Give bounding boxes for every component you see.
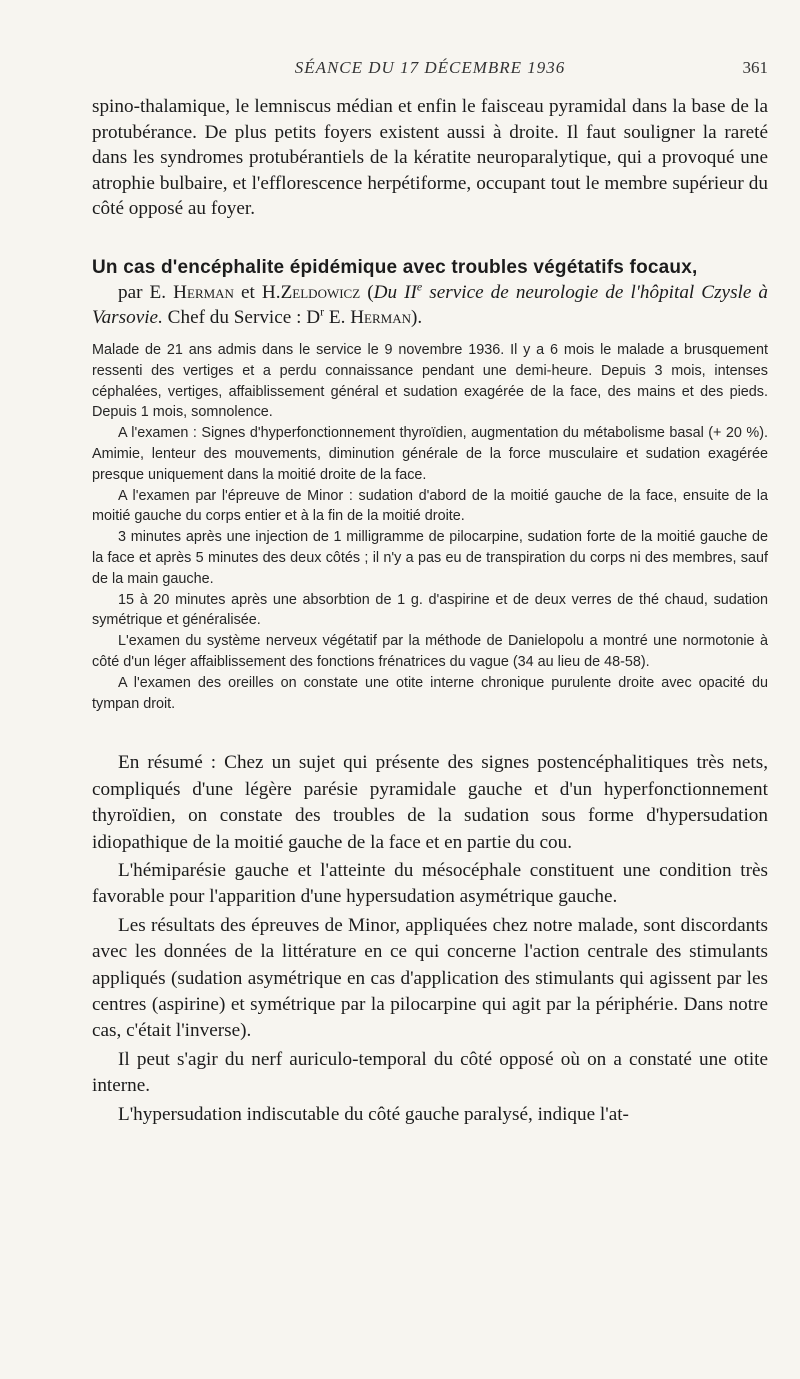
page-body bbox=[92, 94, 768, 1130]
byline-and: et H. bbox=[241, 281, 281, 303]
page-number: 361 bbox=[742, 58, 768, 77]
article-byline bbox=[92, 280, 768, 330]
case-paragraph: L'examen du système nerveux végétatif par la méthode de Danielopolu a montré une normotonie à côté d'un léger affaiblissement des fonctions frénatrices du vague (34 au lieu de 48-58). bbox=[92, 633, 768, 670]
summary-paragraph: En résumé : Chez un sujet qui présente des signes postencéphalitiques très nets, compliqués d'une légère parésie pyramidale gauche et d'un hyperfonctionnement thyroïdien, on constate des troubles de la sudation sous forme d'hypersudation idiopathique de la moitié gauche de la face et en partie du cou. bbox=[92, 752, 768, 853]
chef-name: Herman bbox=[350, 306, 412, 328]
summary-paragraph: Il peut s'agir du nerf auriculo-temporal du côté opposé où on a constaté une otite interne. bbox=[92, 1048, 768, 1097]
article-title: Un cas d'encéphalite épidémique avec troubles végétatifs focaux, bbox=[92, 256, 698, 278]
chef-du-service: Chef du Service : D bbox=[162, 306, 321, 328]
continued-paragraph: spino-thalamique, le lemniscus médian et enfin le faisceau pyramidal dans la base de la protubérance. De plus petits foyers existent aussi à droite. Il faut souligner la rareté dans les syndromes protubérantiels de la kératite neuroparalytique, qui a provoqué une atrophie bulbaire, et l'efflorescence herpétiforme, occupant tout le membre supérieur du côté opposé au foyer. bbox=[92, 96, 768, 220]
summary-section bbox=[92, 750, 768, 1128]
affiliation-superscript: e bbox=[416, 279, 423, 294]
summary-paragraph: Les résultats des épreuves de Minor, appliquées chez notre malade, sont discordants avec les données de la littérature en ce qui concerne l'action centrale des stimulants appliqués (sudation asymétrique en cas d'application des stimulants qui agissent par les centres (aspirine) et symétrique par la pilocarpine qui agit par la périphérie. Dans notre cas, c'était l'inverse). bbox=[92, 914, 768, 1042]
summary-paragraph: L'hypersudation indiscutable du côté gauche paralysé, indique l'at- bbox=[118, 1103, 629, 1125]
case-paragraph: 15 à 20 minutes après une absorbtion de 1 g. d'aspirine et de deux verres de thé chaud, sudation symétrique et généralisée. bbox=[92, 591, 768, 629]
byline-prefix: par E. bbox=[118, 281, 167, 303]
case-report bbox=[92, 340, 768, 714]
chef-superscript: r bbox=[320, 304, 325, 319]
author-zeldowicz: Zeldowicz bbox=[280, 281, 361, 303]
case-paragraph: 3 minutes après une injection de 1 milligramme de pilocarpine, sudation forte de la moitié gauche de la face et après 5 minutes des deux côtés ; il n'y a pas eu de transpiration du corps ni des membres, sauf de la main gauche. bbox=[92, 529, 768, 587]
case-paragraph: A l'examen des oreilles on constate une otite interne chronique purulente droite avec opacité du tympan droit. bbox=[92, 674, 768, 712]
byline-close: ). bbox=[411, 306, 423, 328]
running-head-title: SÉANCE DU 17 DÉCEMBRE 1936 bbox=[294, 58, 566, 77]
affiliation-open: ( bbox=[367, 281, 374, 303]
case-paragraph: A l'examen par l'épreuve de Minor : sudation d'abord de la moitié gauche de la face, ensuite de la moitié gauche du corps entier et à la fin de la moitié droite. bbox=[92, 487, 768, 525]
case-paragraph: A l'examen : Signes d'hyperfonctionnement thyroïdien, augmentation du métabolisme basal (+ 20 %). Amimie, lenteur des mouvements, diminution générale de la force musculaire et sudation exagérée presque uniquement dans la moitié droite de la face. bbox=[92, 425, 768, 483]
affiliation-part2: service de neurologie de l'hôpital Czysle à Varsovie. bbox=[92, 281, 769, 328]
chef-name-prefix: E. bbox=[324, 306, 346, 328]
summary-paragraph: L'hémiparésie gauche et l'atteinte du mésocéphale constituent une condition très favorable pour l'apparition d'une hypersudation asymétrique gauche. bbox=[92, 859, 768, 908]
case-paragraph: Malade de 21 ans admis dans le service le 9 novembre 1936. Il y a 6 mois le malade a brusquement ressenti des vertiges et a perdu connaissance pendant une demi-heure. Depuis 3 mois, intenses céphalées, vertiges, affaiblissement général et sudation exagérée de la face, des mains et des pieds. Depuis 1 mois, somnolence. bbox=[92, 341, 768, 421]
author-herman: Herman bbox=[173, 281, 234, 303]
running-head bbox=[92, 58, 768, 82]
affiliation-part1: Du II bbox=[373, 281, 417, 303]
